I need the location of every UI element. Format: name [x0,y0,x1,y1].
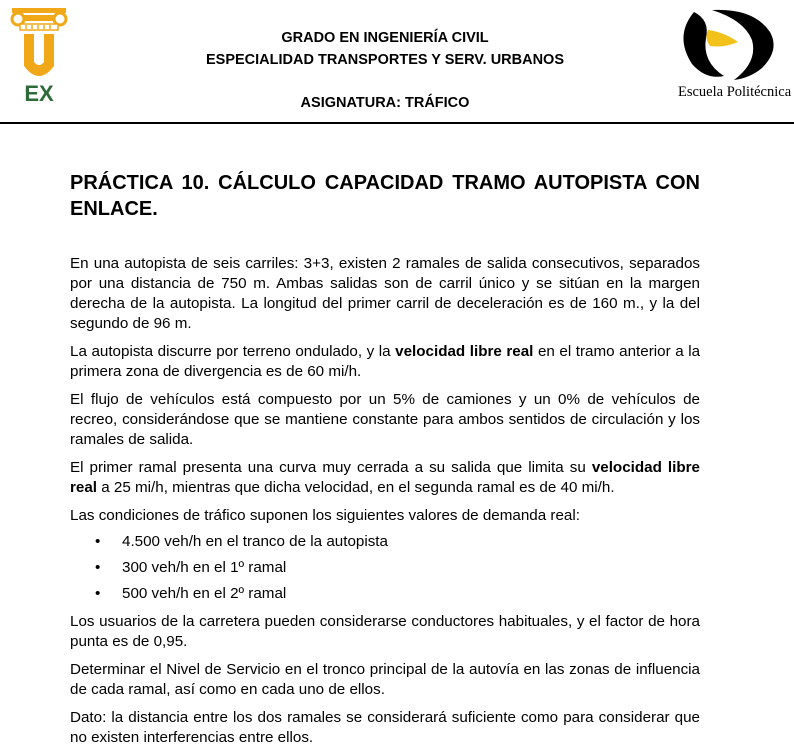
practice-title: PRÁCTICA 10. CÁLCULO CAPACIDAD TRAMO AUTOPISTA CON ENLACE. [70,172,700,220]
paragraph-5: Las condiciones de tráfico suponen los siguientes valores de demanda real: [70,507,580,524]
document-body [70,170,700,756]
list-item-text: 4.500 veh/h en el tranco de la autopista [122,533,388,550]
list-item-text: 500 veh/h en el 2º ramal [122,585,287,602]
list-item [70,532,700,558]
svg-text:EX: EX [24,81,54,104]
escuela-politecnica-logo [672,6,792,106]
ep-emblem-icon [672,6,786,82]
document-header [0,0,794,124]
bullet-icon: • [95,585,101,602]
escuela-politecnica-label: Escuela Politécnica [678,84,792,100]
demand-list [70,532,700,610]
paragraph-2-text-c: en el tramo anterior a la primera zona de divergencia es de 60 mi/h. [70,343,701,380]
subject-title: ASIGNATURA: TRÁFICO [300,95,470,111]
list-item-text: 300 veh/h en el 1º ramal [122,559,287,576]
list-item [70,558,700,584]
paragraph-4 [70,458,700,498]
uex-logo [10,4,68,104]
paragraph-7: Determinar el Nivel de Servicio en el tronco principal de la autovía en las zonas de influencia de cada ramal, así como en cada uno de ellos. [70,661,700,698]
paragraph-2-bold: velocidad libre real [395,343,534,360]
paragraph-4-text-c: a 25 mi/h, mientras que dicha velocidad, en el segunda ramal es de 40 mi/h. [97,479,615,496]
degree-title: GRADO EN INGENIERÍA CIVIL [281,30,489,46]
paragraph-3: El flujo de vehículos está compuesto por un 5% de camiones y un 0% de vehículos de recreo, considerándose que se mantiene constante para ambos sentidos de circulación y los ramales de salida. [70,391,700,448]
paragraph-1: En una autopista de seis carriles: 3+3, existen 2 ramales de salida consecutivos, separados por una distancia de 750 m. Ambas salidas son de carril único y se sitúan en la margen derecha de la autopista. La longitud del primer carril de deceleración es de 160 m., y la del segundo de 96 m. [70,255,700,332]
paragraph-2 [70,342,700,382]
paragraph-8: Dato: la distancia entre los dos ramales se considerará suficiente como para considerar que no existen interferencias entre ellos. [70,709,700,746]
paragraph-4-bold: velocidad libre real [70,459,700,496]
list-item [70,584,700,610]
paragraph-6: Los usuarios de la carretera pueden considerarse conductores habituales, y el factor de hora punta es de 0,95. [70,613,700,650]
paragraph-4-text-a: El primer ramal presenta una curva muy cerrada a su salida que limita su [70,459,592,476]
bullet-icon: • [95,559,101,576]
header-divider [0,122,794,124]
paragraph-2-text-a: La autopista discurre por terreno ondulado, y la [70,343,396,360]
bullet-icon: • [95,533,101,550]
specialty-title: ESPECIALIDAD TRANSPORTES Y SERV. URBANOS [205,52,564,68]
